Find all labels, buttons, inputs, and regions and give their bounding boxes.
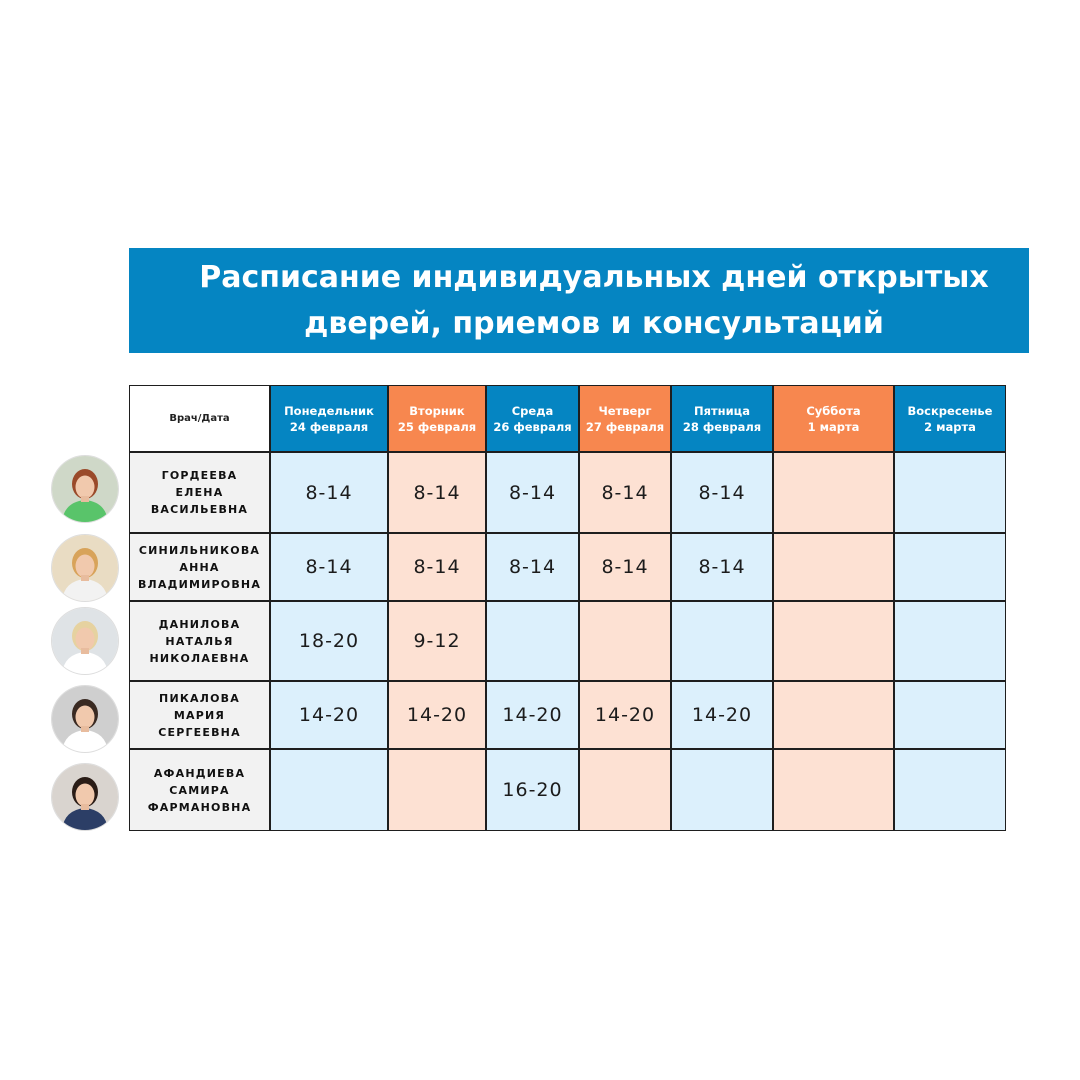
day-header-text (493, 403, 571, 435)
hours-value: 8-14 (698, 556, 746, 578)
day-date: 27 февраля (585, 419, 665, 434)
doctor-name: АФАНДИЕВА САМИРА ФАРМАНОВНА (147, 766, 252, 814)
page-title: Расписание индивидуальных дней открытых дверей, приемов и консультаций (199, 259, 989, 341)
day-name: Пятница (694, 403, 750, 418)
hours-value: 14-20 (298, 704, 360, 726)
day-header-text (908, 403, 993, 435)
doctor-name: СИНИЛЬНИКОВА АННА ВЛАДИМИРОВНА (137, 543, 262, 591)
day-name: Вторник (409, 403, 465, 418)
doctor-photo-icon (52, 764, 118, 830)
schedule-cell (773, 533, 894, 601)
doctor-photo-icon (52, 608, 118, 674)
doctor-name-cell (129, 601, 270, 681)
hours-value: 14-20 (406, 704, 468, 726)
schedule-cell (270, 452, 388, 533)
hours-value: 16-20 (502, 779, 563, 801)
hours-value: 18-20 (298, 630, 360, 652)
schedule-cell (671, 749, 773, 831)
schedule-cell (671, 601, 773, 681)
schedule-cell (894, 681, 1006, 749)
hours-value: 8-14 (305, 556, 353, 578)
corner-label: Врач/Дата (169, 413, 230, 424)
hours-value: 14-20 (502, 704, 563, 726)
doctor-name: ДАНИЛОВА НАТАЛЬЯ НИКОЛАЕВНА (149, 617, 250, 665)
schedule-cell (894, 533, 1006, 601)
schedule-cell (388, 452, 486, 533)
day-header-text (683, 403, 761, 435)
schedule-cell (388, 601, 486, 681)
schedule-cell (579, 533, 671, 601)
schedule-cell (486, 601, 579, 681)
day-name: Суббота (806, 403, 861, 418)
schedule-cell (579, 452, 671, 533)
day-header-2 (388, 385, 486, 452)
day-header-text (398, 403, 476, 435)
day-date: 28 февраля (682, 419, 762, 434)
day-header-3 (486, 385, 579, 452)
doctor-name: ПИКАЛОВА МАРИЯ СЕРГЕЕВНА (158, 691, 241, 739)
schedule-cell (388, 681, 486, 749)
schedule-cell (773, 749, 894, 831)
schedule-cell (270, 681, 388, 749)
hours-value: 8-14 (413, 556, 461, 578)
schedule-cell (773, 681, 894, 749)
hours-value: 14-20 (594, 704, 656, 726)
day-date: 25 февраля (397, 419, 477, 434)
schedule-cell (579, 601, 671, 681)
schedule-cell (894, 749, 1006, 831)
corner-header-cell (129, 385, 270, 452)
schedule-cell (486, 533, 579, 601)
doctor-photo-icon (52, 535, 118, 601)
hours-value: 8-14 (698, 481, 746, 504)
hours-value: 8-14 (601, 556, 649, 578)
title-banner (129, 248, 1029, 353)
day-date: 24 февраля (289, 419, 369, 434)
day-header-4 (579, 385, 671, 452)
schedule-cell (773, 452, 894, 533)
schedule-cell (270, 749, 388, 831)
hours-value: 14-20 (691, 704, 753, 726)
schedule-cell (671, 533, 773, 601)
day-name: Понедельник (284, 403, 374, 418)
day-header-text (586, 403, 664, 435)
day-name: Среда (511, 403, 554, 418)
day-header-5 (671, 385, 773, 452)
schedule-cell (388, 533, 486, 601)
doctor-name-cell (129, 749, 270, 831)
schedule-cell (270, 533, 388, 601)
schedule-cell (486, 681, 579, 749)
schedule-cell (270, 601, 388, 681)
schedule-cell (579, 681, 671, 749)
schedule-cell (773, 601, 894, 681)
schedule-cell (579, 749, 671, 831)
doctor-photo-icon (52, 686, 118, 752)
schedule-cell (671, 681, 773, 749)
day-name: Воскресенье (907, 403, 993, 418)
day-date: 2 марта (924, 419, 976, 434)
schedule-cell (486, 452, 579, 533)
day-header-7 (894, 385, 1006, 452)
hours-value: 9-12 (413, 630, 461, 652)
day-header-text (806, 403, 860, 435)
schedule-cell (486, 749, 579, 831)
hours-value: 8-14 (508, 556, 557, 578)
day-date: 1 марта (807, 419, 860, 434)
day-name: Четверг (598, 403, 652, 418)
schedule-cell (671, 452, 773, 533)
doctor-name-cell (129, 681, 270, 749)
schedule-cell (388, 749, 486, 831)
hours-value: 8-14 (508, 481, 557, 504)
day-header-1 (270, 385, 388, 452)
hours-value: 8-14 (413, 481, 461, 504)
day-date: 26 февраля (493, 419, 572, 434)
hours-value: 8-14 (305, 481, 353, 504)
doctor-photo-icon (52, 456, 118, 522)
schedule-cell (894, 452, 1006, 533)
day-header-6 (773, 385, 894, 452)
hours-value: 8-14 (601, 481, 649, 504)
doctor-name-cell (129, 452, 270, 533)
doctor-name: ГОРДЕЕВА ЕЛЕНА ВАСИЛЬЕВНА (150, 469, 249, 516)
day-header-text (284, 403, 374, 435)
doctor-name-cell (129, 533, 270, 601)
schedule-cell (894, 601, 1006, 681)
